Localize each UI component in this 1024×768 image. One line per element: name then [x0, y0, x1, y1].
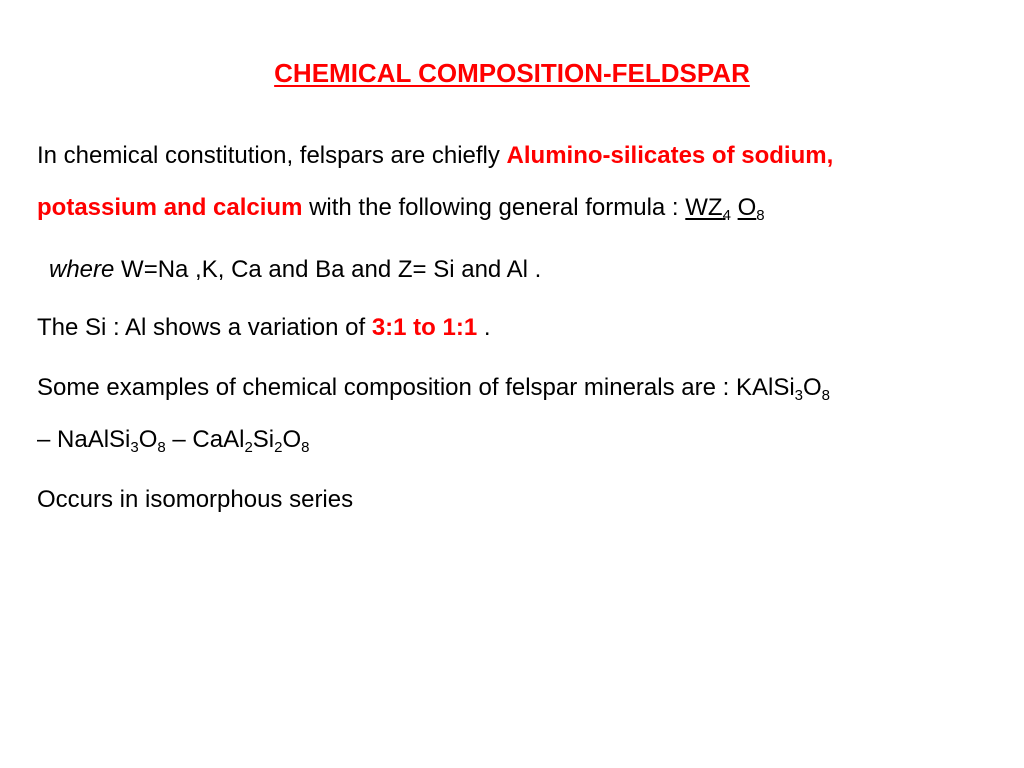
constitution-text: In chemical constitution, felspars are chiefly [37, 142, 507, 169]
constitution-highlight-cont: potassium and calcium [37, 194, 303, 221]
ratio-text: The Si : Al shows a variation of [37, 314, 372, 341]
ratio-highlight: 3:1 to 1:1 [371, 314, 478, 341]
formula-wz: $WZ_4$ [685, 194, 731, 224]
where-word: where [49, 256, 115, 283]
ratio-end: . [477, 314, 491, 341]
paragraph-constitution-line1 [37, 140, 997, 172]
paragraph-where [49, 254, 1009, 286]
formula-o: $O_8$ [737, 194, 765, 224]
examples-text: Some examples of chemical composition of felspar minerals are : KAlSi [37, 374, 795, 401]
formula-intro-text: with the following general formula : [302, 194, 686, 221]
slide-title: CHEMICAL COMPOSITION-FELDSPAR [274, 58, 750, 88]
paragraph-isomorphous: Occurs in isomorphous series [37, 486, 354, 513]
paragraph-examples-line1: Some examples of chemical composition of felspar minerals are : $KAlSi_3O_8$ [37, 374, 831, 404]
constitution-highlight: Alumino-silicates of sodium, [506, 142, 834, 169]
where-text: W=Na ,K, Ca and Ba and Z= Si and Al . [114, 256, 542, 283]
paragraph-ratio [37, 312, 997, 344]
paragraph-examples-line2: – $NaAlSi_3O_8$ – $CaAl_2Si_2O_8$ [37, 426, 310, 456]
paragraph-constitution-line2 [37, 192, 997, 224]
